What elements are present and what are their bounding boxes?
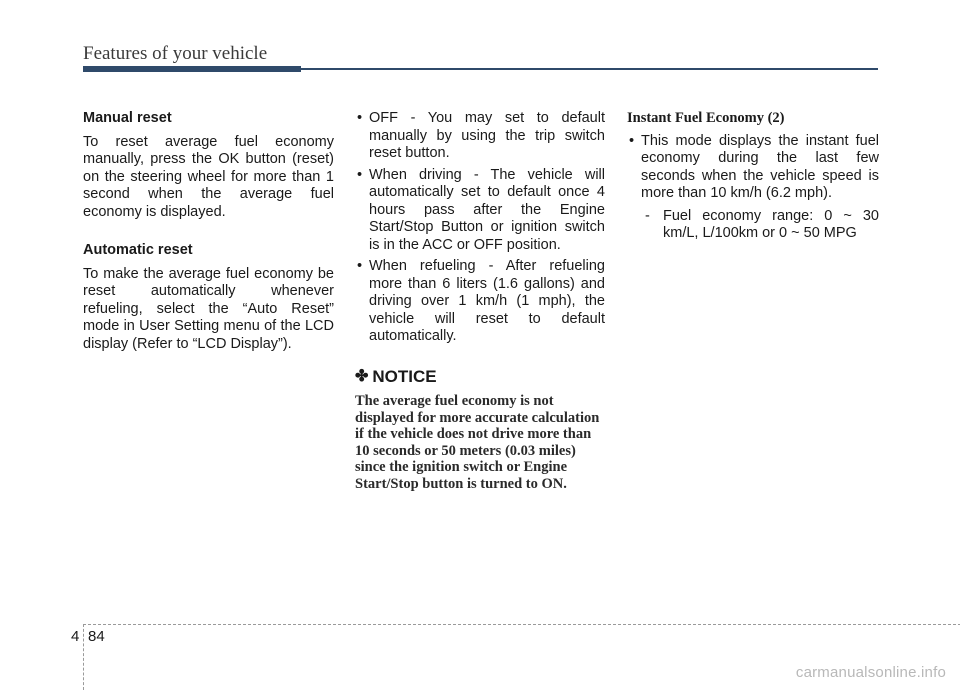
footer-rule: [83, 624, 960, 625]
manual-reset-text: To reset average fuel economy manually, press the OK button (reset) on the steering wheel for more than 1 second when the average fuel economy is displayed.: [83, 133, 334, 220]
range-item: - Fuel economy range: 0 ~ 30 km/L, L/100km or 0 ~ 50 MPG: [645, 207, 879, 241]
left-column: [83, 110, 334, 374]
watermark: carmanualsonline.info: [795, 664, 946, 681]
chapter-number: 4: [71, 628, 80, 645]
list-item: • When refueling - After refueling more than 6 liters (1.6 gallons) and driving over 1 km/h (1 mph), the vehicle will reset to default automatically.: [357, 258, 605, 344]
notice-heading-label: NOTICE: [372, 366, 437, 386]
footer-divider: [83, 624, 84, 690]
instant-fuel-economy-heading: Instant Fuel Economy (2): [627, 110, 785, 126]
notice-star-icon: ✤: [355, 367, 369, 385]
page-number: 84: [88, 628, 105, 645]
automatic-reset-text: To make the average fuel economy be reset automatically whenever refueling, select the “Auto Reset” mode in User Setting menu of the LCD display (Refer to “LCD Display”).: [83, 265, 334, 352]
range-item-text: Fuel economy range: 0 ~ 30 km/L, L/100km or 0 ~ 50 MPG: [663, 207, 879, 241]
right-column: [627, 110, 879, 243]
list-item-text: When refueling - After refueling more than 6 liters (1.6 gallons) and driving over 1 km/h (1 mph), the vehicle will reset to default automatically.: [369, 258, 605, 344]
header-rule: [301, 68, 878, 70]
notice-text: The average fuel economy is not displayed for more accurate calculation if the vehicle does not drive more than 10 seconds or 50 meters (0.03 miles) since the ignition switch or Engine Start/Stop button is turned to ON.: [355, 393, 600, 492]
list-item-text: This mode displays the instant fuel economy during the last few seconds when the vehicle speed is more than 10 km/h (6.2 mph).: [641, 132, 879, 201]
list-item: • OFF - You may set to default manually by using the trip switch reset button.: [357, 110, 605, 161]
notice-heading: [355, 368, 605, 386]
list-item-text: When driving - The vehicle will automatically set to default once 4 hours pass after the Engine Start/Stop Button or ignition switch is in the ACC or OFF position.: [369, 166, 605, 253]
automatic-reset-heading: Automatic reset: [83, 242, 193, 258]
header-bar: [83, 66, 301, 72]
list-item: • This mode displays the instant fuel economy during the last few seconds when the vehicle speed is more than 10 km/h (6.2 mph).: [629, 132, 879, 201]
header-title: Features of your vehicle: [83, 43, 268, 64]
middle-column: [355, 110, 605, 492]
manual-reset-heading: Manual reset: [83, 110, 172, 126]
list-item-text: OFF - You may set to default manually by using the trip switch reset button.: [369, 110, 605, 161]
list-item: • When driving - The vehicle will automatically set to default once 4 hours pass after the Engine Start/Stop Button or ignition switch is in the ACC or OFF position.: [357, 166, 605, 253]
